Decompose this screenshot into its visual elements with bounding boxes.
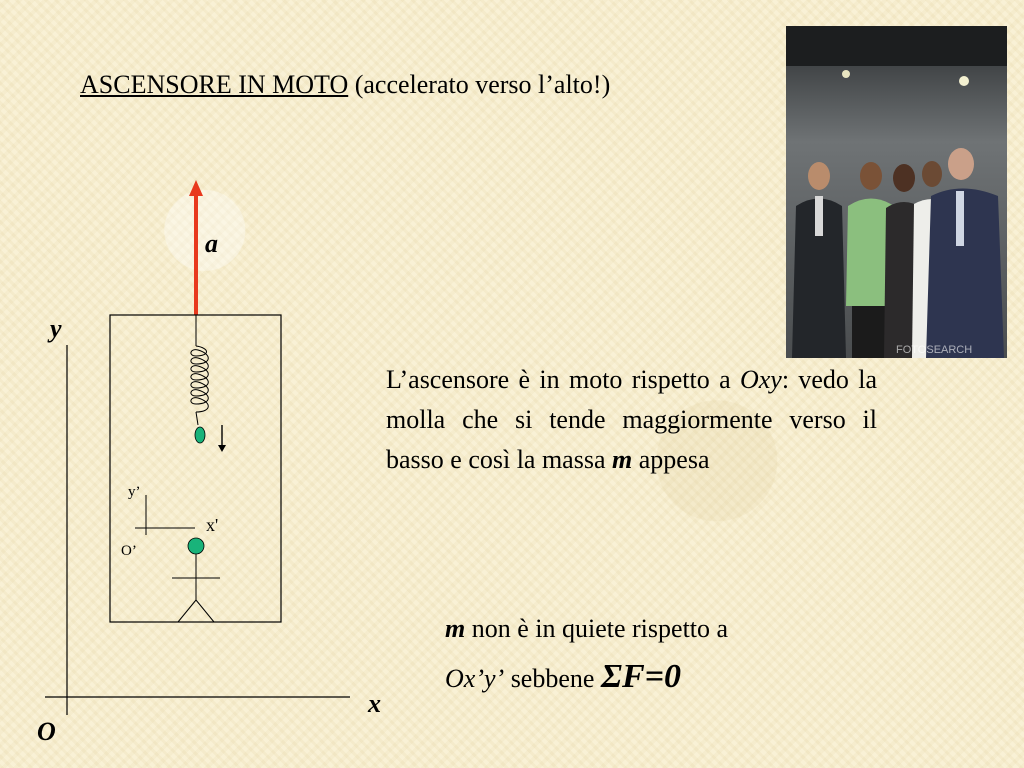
acceleration-label: a <box>205 229 218 258</box>
para2-frame: Ox’y’ <box>445 664 505 693</box>
observer-figure <box>172 538 220 622</box>
ceiling-light-icon <box>842 70 850 78</box>
elevator-people-photo <box>786 26 1007 358</box>
inner-x-label: x' <box>206 515 219 535</box>
para2-sebbene: sebbene <box>510 664 595 693</box>
spring-icon <box>191 315 208 425</box>
conclusion-paragraph <box>445 605 728 703</box>
conclusion-line-2 <box>445 653 728 703</box>
para1-part1: L’ascensore è in moto rispetto a <box>386 365 731 394</box>
para1-oxy: Oxy <box>739 365 782 394</box>
equation-rest: F=0 <box>622 658 682 695</box>
hanging-mass <box>195 427 205 443</box>
title-main: ASCENSORE IN MOTO <box>80 70 349 99</box>
inner-origin-label: O’ <box>121 543 137 559</box>
para2-line1-rest: non è in quiete rispetto a <box>471 614 729 643</box>
acceleration-arrow <box>189 180 203 315</box>
title-sub: (accelerato verso l’alto!) <box>354 70 611 99</box>
down-arrow-icon <box>218 425 226 452</box>
x-axis-label: x <box>368 689 381 718</box>
photo-watermark: FOTOSEARCH <box>896 344 973 356</box>
ceiling-light-icon <box>959 76 969 86</box>
inner-y-label: y’ <box>128 484 141 500</box>
para1-m: m <box>612 445 633 474</box>
description-paragraph <box>386 360 877 480</box>
conclusion-line-1 <box>445 605 728 653</box>
para2-m: m <box>445 614 466 643</box>
origin-label: O <box>37 717 56 746</box>
sigma-symbol: Σ <box>600 658 622 695</box>
para1-part2: : vedo la molla che si tende maggiormente verso il basso e così la massa <box>386 365 878 474</box>
sum-forces-equation <box>601 658 681 695</box>
para1-part3: appesa <box>638 445 710 474</box>
y-axis-label: y <box>50 314 62 343</box>
